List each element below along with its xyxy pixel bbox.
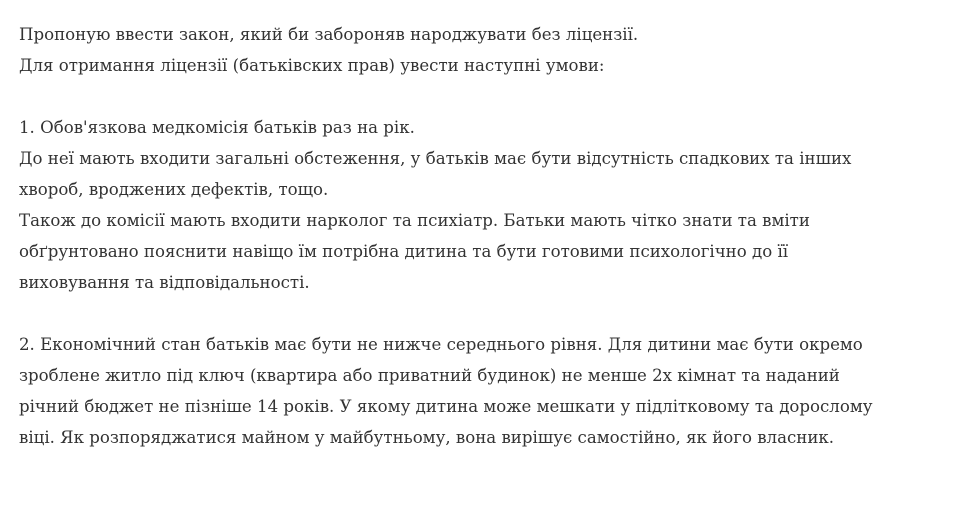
condition-2-paragraph bbox=[19, 329, 933, 453]
text-line: віці. Як розпоряджатися майном у майбутньому, вона вирішує самостійно, як його власник. bbox=[19, 428, 835, 447]
text-line: виховування та відповідальності. bbox=[19, 273, 310, 292]
intro-paragraph bbox=[19, 19, 933, 81]
text-line: зроблене житло під ключ (квартира або приватний будинок) не менше 2х кімнат та наданий bbox=[19, 366, 840, 385]
text-line: річний бюджет не пізніше 14 років. У якому дитина може мешкати у підлітковому та дорослому bbox=[19, 397, 873, 416]
text-line: 2. Економічний стан батьків має бути не нижче середнього рівня. Для дитини має бути окремо bbox=[19, 335, 863, 354]
text-line: Для отримання ліцензії (батьківских прав) увести наступні умови: bbox=[19, 56, 605, 75]
text-line: Пропоную ввести закон, який би забороняв народжувати без ліцензії. bbox=[19, 25, 639, 44]
text-line: 1. Обов'язкова медкомісія батьків раз на рік. bbox=[19, 118, 415, 137]
condition-1-paragraph bbox=[19, 112, 933, 298]
text-line: обґрунтовано пояснити навіщо їм потрібна дитина та бути готовими психологічно до її bbox=[19, 242, 789, 261]
text-line: Також до комісії мають входити нарколог та психіатр. Батьки мають чітко знати та вміти bbox=[19, 211, 810, 230]
text-line: До неї мають входити загальні обстеження, у батьків має бути відсутність спадкових та інших bbox=[19, 149, 852, 168]
text-line: хвороб, вроджених дефектів, тощо. bbox=[19, 180, 329, 199]
